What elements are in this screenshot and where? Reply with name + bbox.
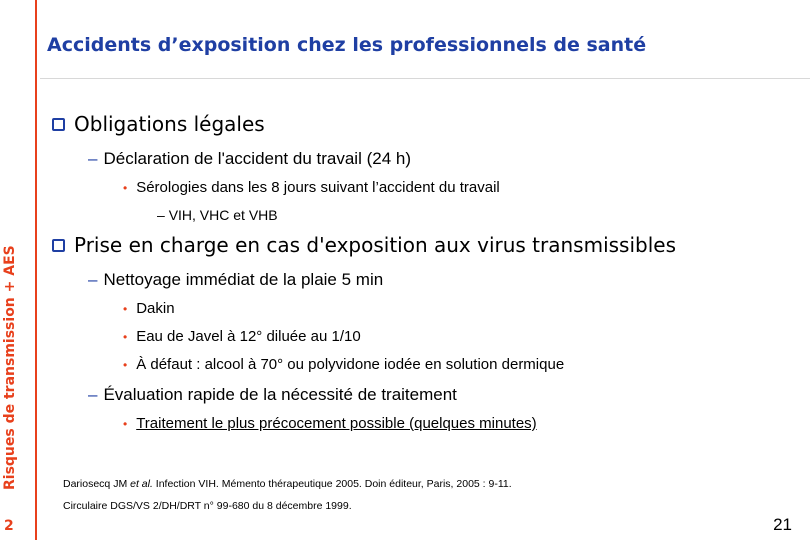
- reference-text: Infection VIH. Mémento thérapeutique 2005. Doin éditeur, Paris, 2005 : 9-11.: [152, 478, 512, 490]
- sidebar-title: Risques de transmission + AES: [2, 245, 18, 490]
- list-item: [123, 356, 564, 373]
- dot-bullet-icon: •: [123, 301, 128, 316]
- section-heading-obligations: [52, 112, 265, 136]
- list-item: [123, 415, 537, 432]
- dash-bullet-icon: –: [157, 207, 169, 223]
- list-item-label: Sérologies dans les 8 jours suivant l’accident du travail: [136, 179, 500, 196]
- dot-bullet-icon: •: [123, 416, 128, 431]
- list-item: [88, 149, 411, 169]
- sidebar: [0, 0, 37, 540]
- reference-italic: et al.: [130, 478, 153, 490]
- list-item: [123, 300, 175, 317]
- sidebar-slide-number: 2: [4, 518, 14, 534]
- section-heading-prise-en-charge: [52, 233, 676, 257]
- list-item-label: Traitement le plus précocement possible (quelques minutes): [136, 415, 537, 432]
- list-item-label: Dakin: [136, 300, 175, 317]
- list-item-label: À défaut : alcool à 70° ou polyvidone iodée en solution dermique: [136, 356, 565, 373]
- reference-2: Circulaire DGS/VS 2/DH/DRT n° 99-680 du 8 décembre 1999.: [63, 500, 352, 512]
- dash-bullet-icon: –: [88, 385, 98, 404]
- checkbox-bullet-icon: [52, 239, 65, 252]
- list-item-label: Nettoyage immédiat de la plaie 5 min: [103, 270, 384, 289]
- list-item: [123, 179, 500, 196]
- dash-bullet-icon: –: [88, 149, 98, 168]
- list-item: [88, 385, 457, 405]
- dot-bullet-icon: •: [123, 180, 128, 195]
- list-item: [88, 270, 383, 290]
- list-item-label: Déclaration de l'accident du travail (24 h): [103, 149, 411, 168]
- dash-bullet-icon: –: [88, 270, 98, 289]
- list-item: [123, 328, 361, 345]
- title-divider: [40, 78, 810, 79]
- list-item-label: VIH, VHC et VHB: [168, 207, 278, 223]
- section-heading-label: Prise en charge en cas d'exposition aux virus transmissibles: [74, 233, 677, 257]
- list-item-label: Évaluation rapide de la nécessité de traitement: [103, 385, 457, 404]
- section-heading-label: Obligations légales: [74, 112, 265, 136]
- list-item-label: Eau de Javel à 12° diluée au 1/10: [136, 328, 361, 345]
- slide-title: Accidents d’exposition chez les professionnels de santé: [47, 34, 647, 56]
- reference-text: Dariosecq JM: [63, 478, 131, 490]
- reference-1: [63, 478, 512, 490]
- dot-bullet-icon: •: [123, 357, 128, 372]
- list-item: [157, 207, 278, 223]
- checkbox-bullet-icon: [52, 118, 65, 131]
- page-number: 21: [773, 515, 792, 534]
- dot-bullet-icon: •: [123, 329, 128, 344]
